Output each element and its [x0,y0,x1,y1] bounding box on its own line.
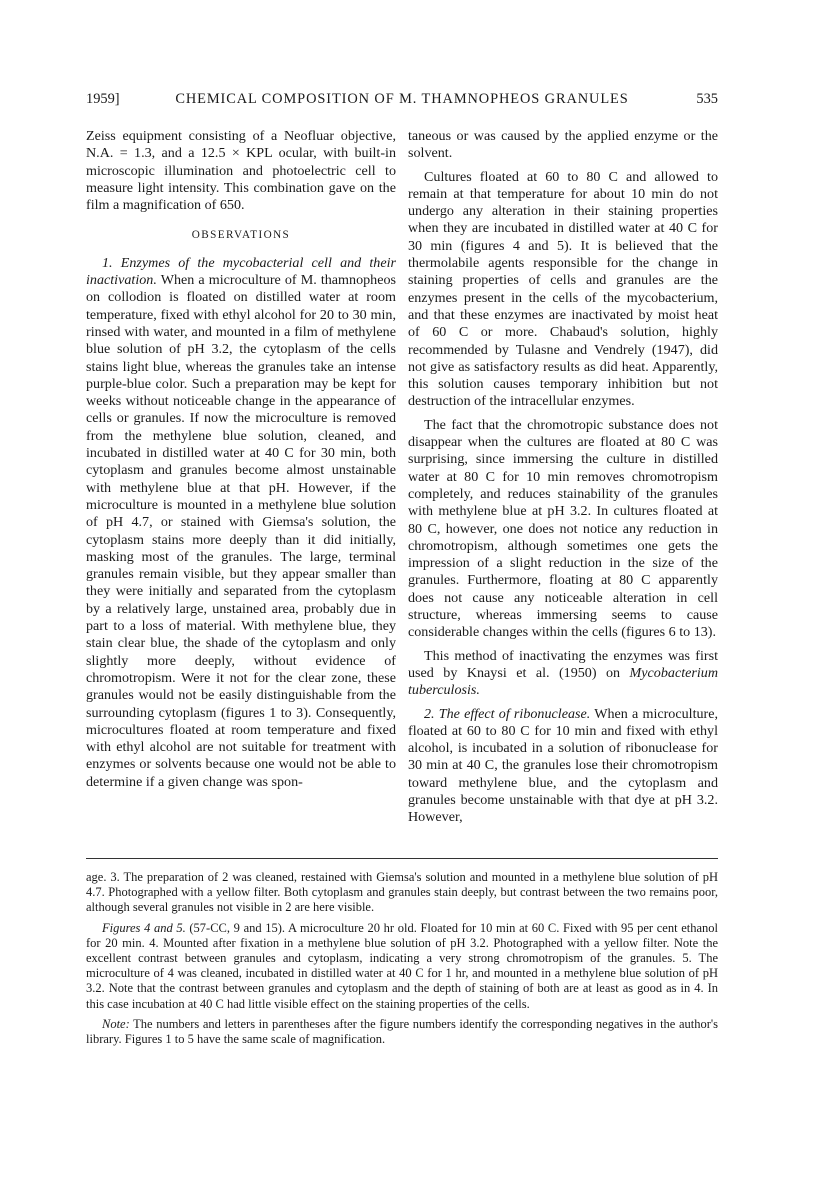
subsection-2-title: 2. The effect of ribonuclease. [424,705,591,722]
subsection-1-title: 1. Enzymes of the mycobacterial cell and their inactivation. [86,254,396,289]
caption-figure-3: age. 3. The preparation of 2 was cleaned, restained with Giemsa's solution and mounted in a methylene blue solution of pH 4.7. Photographed with a yellow filter. Both cytoplasm and granules stain deeply, but contrast between the two remains poor, although several granules not visible in 2 are here visible. [86,870,718,915]
caption-figures-4-5-label: Figures 4 and 5. [102,920,186,935]
species-name: Mycobacterium tuberculosis. [408,664,718,699]
continuation-paragraph: taneous or was caused by the applied enzyme or the solvent. [408,128,718,162]
running-header [86,91,718,113]
subsection-1-paragraph [86,255,396,791]
left-column [86,128,396,791]
right-column [408,128,718,827]
method-origin-text: This method of inactivating the enzymes was first used by Knaysi et al. (1950) on [408,647,718,681]
note-text: The numbers and letters in parentheses after the figure numbers identify the corresponding negatives in the author's library. Figures 1 to 5 have the same scale of magnification. [86,1016,718,1047]
caption-divider [86,858,718,859]
caption-note [86,1017,718,1047]
heat-inactivation-paragraph: Cultures floated at 60 to 80 C and allowed to remain at that temperature for about 10 min do not undergo any alteration in their staining properties when they are incubated in distilled water at 40 C for 30 min (figures 4 and 5). It is believed that the thermolabile agents responsible for the change in staining properties of cells and granules are the enzymes present in the cells of the mycobacterium, and that these enzymes are inactivated by moist heat of 60 C or more. Chabaud's solution, highly recommended by Tulasne and Vendrely (1947), did not give as satisfactory results as did heat. Apparently, this solution causes temporary inhibition but not destruction of the intracellular enzymes. [408,168,718,410]
section-heading: OBSERVATIONS [191,229,291,242]
page-number: 535 [696,91,718,107]
note-label: Note: [102,1016,130,1031]
caption-figures-4-5 [86,921,718,1012]
chromotropism-paragraph: The fact that the chromotropic substance does not disappear when the cultures are floated at 80 C was surprising, since immersing the culture in distilled water at 80 C for 10 min removes chromotropism completely, and reduces stainability of the granules with methylene blue at pH 3.2. In cultures floated at 80 C, however, one does not notice any reduction in chromotropism, although sometimes one gets the impression of a slight reduction in the size of the granules. Furthermore, floating at 80 C apparently does not cause any noticeable alteration in cell structure, whereas immersing seems to cause considerable changes within the cells (figures 6 to 13). [408,416,718,641]
subsection-1-text: When a microculture of M. thamnopheos on collodion is floated on distilled water at room temperature, fixed with ethyl alcohol for 20 to 30 min, rinsed with water, and mounted in a film of methylene blue solution of pH 3.2, the cytoplasm of the cells stains light blue, whereas the granules take an intense purple-blue color. Such a preparation may be kept for weeks without noticeable change in the appearance of cells or granules. If now the microculture is removed from the methylene blue solution, cleaned, and incubated in distilled water at 40 C for 30 min, both cytoplasm and granules become almost unstainable with methylene blue at that pH. However, if the microculture is mounted in a methylene blue solution of pH 4.7, or stained with Giemsa's solution, the cytoplasm stains more deeply than it did initially, masking most of the granules. The large, terminal granules remain visible, but they appear smaller than they were initially and separated from the cytoplasm by a relatively large, unstained area, probably due in part to a loss of material. With methylene blue, they stain clear blue, the shade of the cytoplasm and only slightly more deeply, without evidence of chromotropism. Were it not for the clear zone, these granules would not be easily distinguishable from the surrounding cytoplasm (figures 1 to 3). Consequently, microcultures floated at room temperature and fixed with ethyl alcohol are not suitable for treatment with enzymes or solvents because one would not be able to determine if a given change was spon- [86,272,396,790]
header-title: CHEMICAL COMPOSITION OF M. THAMNOPHEOS GRANULES [175,91,629,107]
figure-captions [86,870,718,1047]
method-origin-paragraph [408,648,718,700]
header-year: 1959] [86,91,120,107]
subsection-2-paragraph [408,706,718,827]
caption-figures-4-5-text: (57-CC, 9 and 15). A microculture 20 hr old. Floated for 10 min at 60 C. Fixed with 95 per cent ethanol for 20 min. 4. Mounted after fixation in a methylene blue solution of pH 3.2. Photographed with a yellow filter. Note the excellent contrast between granules and cytoplasm, indicating a very strong chromotropism of the granules. 5. The microculture of 4 was cleaned, incubated in distilled water at 40 C for 1 hr, and mounted in a methylene blue solution of pH 3.2. Note that the contrast between granules and cytoplasm and the depth of staining of both are at least as good as in 4. In this case incubation at 40 C had little visible effect on the staining properties of the cells. [86,920,719,1011]
methods-paragraph: Zeiss equipment consisting of a Neofluar objective, N.A. = 1.3, and a 12.5 × KPL ocular, with built-in microscopic illumination and photoelectric cell to measure light intensity. This combination gave on the film a magnification of 650. [86,128,396,214]
subsection-2-text: When a microculture, floated at 60 to 80 C for 10 min and fixed with ethyl alcohol, is incubated in a solution of ribonuclease for 30 min at 40 C, the granules lose their chromotropism toward methylene blue, and the cytoplasm and granules become unstainable with that dye at pH 3.2. However, [408,705,719,826]
